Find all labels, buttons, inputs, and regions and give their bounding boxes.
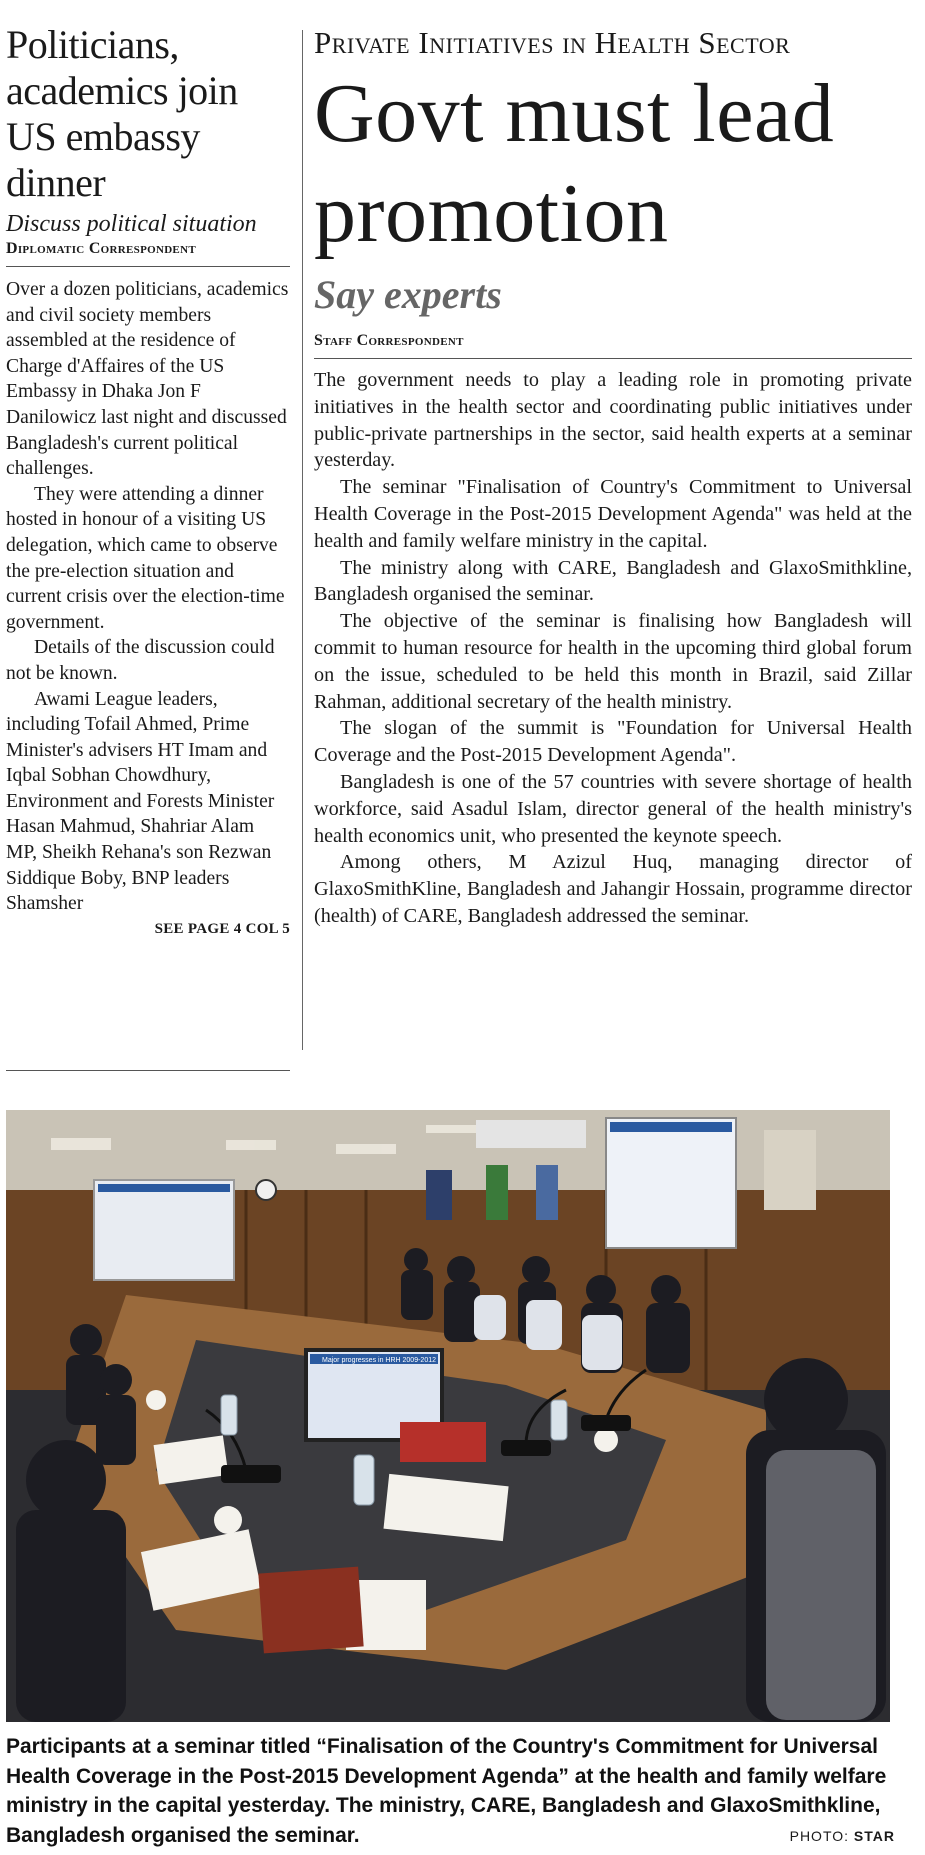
column-rule	[302, 30, 303, 1050]
divider	[6, 266, 290, 267]
main-story	[314, 22, 912, 930]
paragraph: Awami League leaders, including Tofail Ahmed, Prime Minister's advisers HT Imam and Iqbal Sobhan Chowdhury, Environment and Forests Minister Hasan Mahmud, Shahriar Alam MP, Sheikh Rehana's son Rezwan Siddique Boby, BNP leaders Shamsher	[6, 688, 275, 915]
photo-credit-label: PHOTO:	[789, 1828, 850, 1844]
main-story-headline: Govt must lead promotion	[314, 67, 835, 260]
left-story	[6, 22, 290, 938]
paragraph: Bangladesh is one of the 57 countries with severe shortage of health workforce, said Asadul Islam, director general of the health ministry's health economics unit, who presented the keynote speech.	[314, 770, 912, 847]
left-story-body	[6, 277, 290, 917]
paragraph: The ministry along with CARE, Bangladesh and GlaxoSmithkline, Bangladesh organised the seminar.	[314, 556, 912, 606]
main-story-kicker: Private Initiatives in Health Sector	[314, 25, 791, 60]
paragraph: They were attending a dinner hosted in honour of a visiting US delegation, which came to observe the pre-election situation and current crisis over the election-time government.	[6, 483, 285, 633]
seminar-photo-illustration	[6, 1110, 890, 1722]
paragraph: Over a dozen politicians, academics and civil society members assembled at the residence of Charge d'Affaires of the US Embassy in Dhaka Jon F Danilowicz last night and discussed Bangladesh's current political challenges.	[6, 279, 289, 480]
paragraph: Details of the discussion could not be known.	[6, 637, 275, 684]
main-story-byline: Staff Correspondent	[314, 332, 464, 349]
paragraph: The slogan of the summit is "Foundation for Universal Health Coverage and the Post-2015 Development Agenda".	[314, 717, 912, 767]
divider	[6, 1070, 290, 1071]
seminar-photo	[6, 1110, 890, 1722]
jump-line: SEE PAGE 4 COL 5	[154, 920, 290, 937]
paragraph: The seminar "Finalisation of Country's Commitment to Universal Health Coverage in the Post-2015 Development Agenda" was held at the health and family welfare ministry in the capital.	[314, 476, 912, 552]
left-story-byline: Diplomatic Correspondent	[6, 240, 196, 257]
paragraph: Among others, M Azizul Huq, managing director of GlaxoSmithKline, Bangladesh and Jahangir Hossain, programme director (health) of CARE, Bangladesh addressed the seminar.	[314, 851, 912, 927]
left-story-headline: Politicians, academics join US embassy dinner	[6, 22, 238, 205]
left-story-deck: Discuss political situation	[6, 211, 257, 237]
photo-caption: Participants at a seminar titled “Finalisation of the Country's Commitment for Universal Health Coverage in the Post-2015 Development Agenda” at the health and family welfare ministry in the capital yesterday. The ministry, CARE, Bangladesh and GlaxoSmithkline, Bangladesh organised the seminar.	[6, 1735, 887, 1847]
paragraph: The government needs to play a leading role in promoting private initiatives in the health sector and coordinating public initiatives under public-private partnerships in the sector, said health experts at a seminar yesterday.	[314, 369, 912, 472]
paragraph: The objective of the seminar is finalising how Bangladesh will commit to human resource for health in the upcoming third global forum on the issue, scheduled to be held this month in Brazil, said Zillar Rahman, additional secretary of the health ministry.	[314, 610, 912, 713]
main-story-body	[314, 367, 912, 930]
divider	[314, 358, 912, 359]
laptop-slide-title: Major progresses in HRH 2009-2012	[322, 1357, 436, 1364]
photo-credit-source: STAR	[853, 1828, 895, 1844]
main-story-deck: Say experts	[314, 272, 502, 317]
photo-credit	[790, 1828, 895, 1844]
